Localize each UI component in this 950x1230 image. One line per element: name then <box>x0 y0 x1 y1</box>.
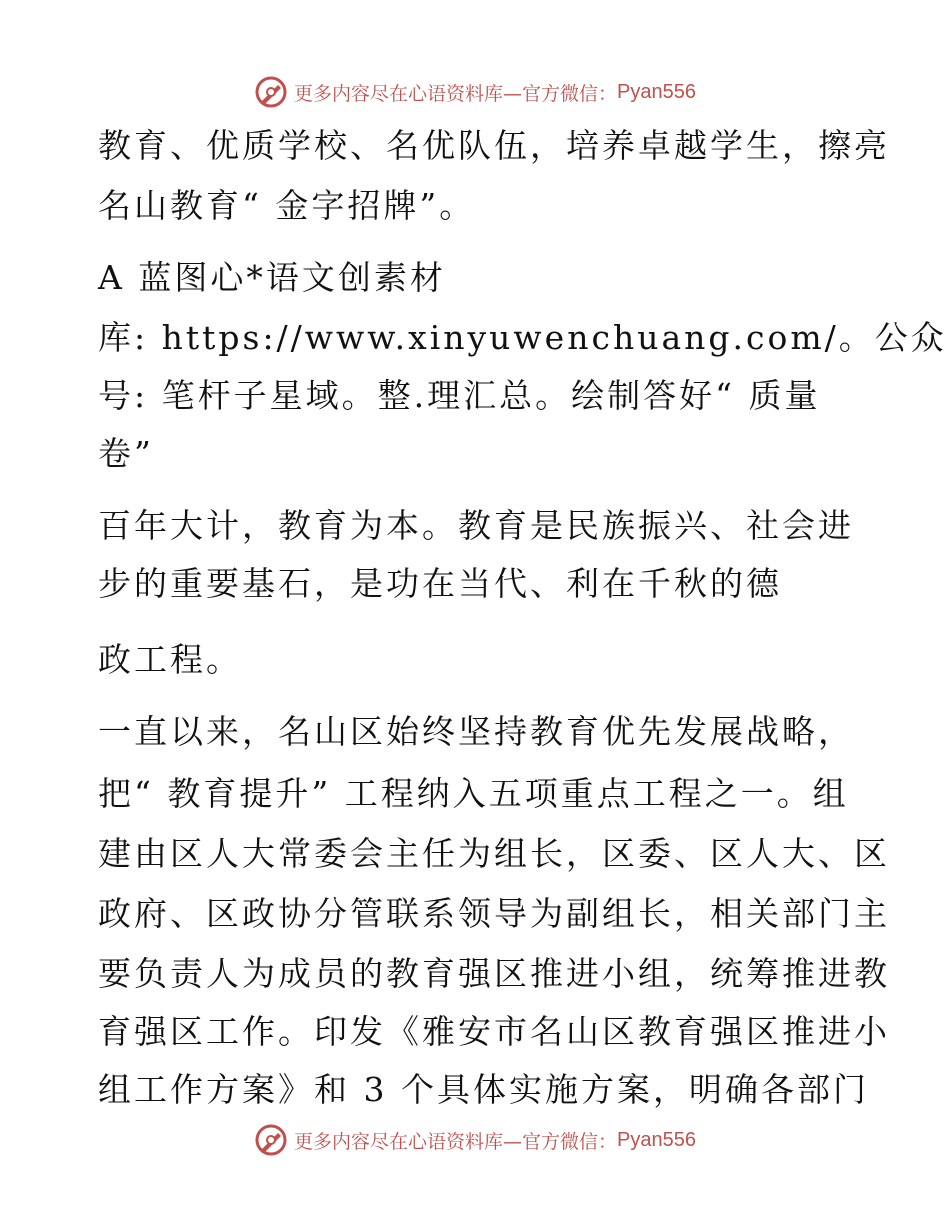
watermark-text: 更多内容尽在心语资料库—官方微信： <box>294 1130 618 1153</box>
body-line: 建由区人大常委会主任为组长，区委、区人大、区 <box>98 834 890 873</box>
body-line: 要负责人为成员的教育强区推进小组，统筹推进教 <box>98 954 890 993</box>
pen-logo-icon <box>254 75 288 109</box>
body-line: 政工程。 <box>98 640 242 679</box>
body-line: 库: https://www.xinyuwenchuang.com/。公众 <box>98 318 947 357</box>
header-watermark <box>0 72 950 112</box>
watermark-text: 更多内容尽在心语资料库—官方微信： <box>294 82 618 105</box>
watermark-wechat-id: Pyan556 <box>617 80 696 103</box>
body-line: 百年大计，教育为本。教育是民族振兴、社会进 <box>98 506 854 545</box>
body-line: 步的重要基石，是功在当代、利在千秋的德 <box>98 564 782 603</box>
body-line: 组工作方案》和 3 个具体实施方案，明确各部门 <box>98 1070 869 1109</box>
body-line: 政府、区政协分管联系领导为副组长，相关部门主 <box>98 894 890 933</box>
body-line: 育强区工作。印发《雅安市名山区教育强区推进小 <box>98 1012 890 1051</box>
body-line: 名山教育“ 金字招牌”。 <box>98 186 476 225</box>
pen-logo-icon <box>254 1123 288 1157</box>
watermark-wechat-id: Pyan556 <box>617 1128 696 1151</box>
body-line: 卷” <box>98 434 154 473</box>
footer-watermark <box>0 1120 950 1160</box>
body-line: 号: 笔杆子星域。整.理汇总。绘制答好“ 质量 <box>98 376 821 415</box>
body-line: 一直以来，名山区始终坚持教育优先发展战略， <box>98 712 854 751</box>
body-line: 把“ 教育提升” 工程纳入五项重点工程之一。组 <box>98 774 849 813</box>
body-line: A 蓝图心*语文创素材 <box>98 258 446 297</box>
body-line: 教育、优质学校、名优队伍，培养卓越学生，擦亮 <box>98 126 890 165</box>
